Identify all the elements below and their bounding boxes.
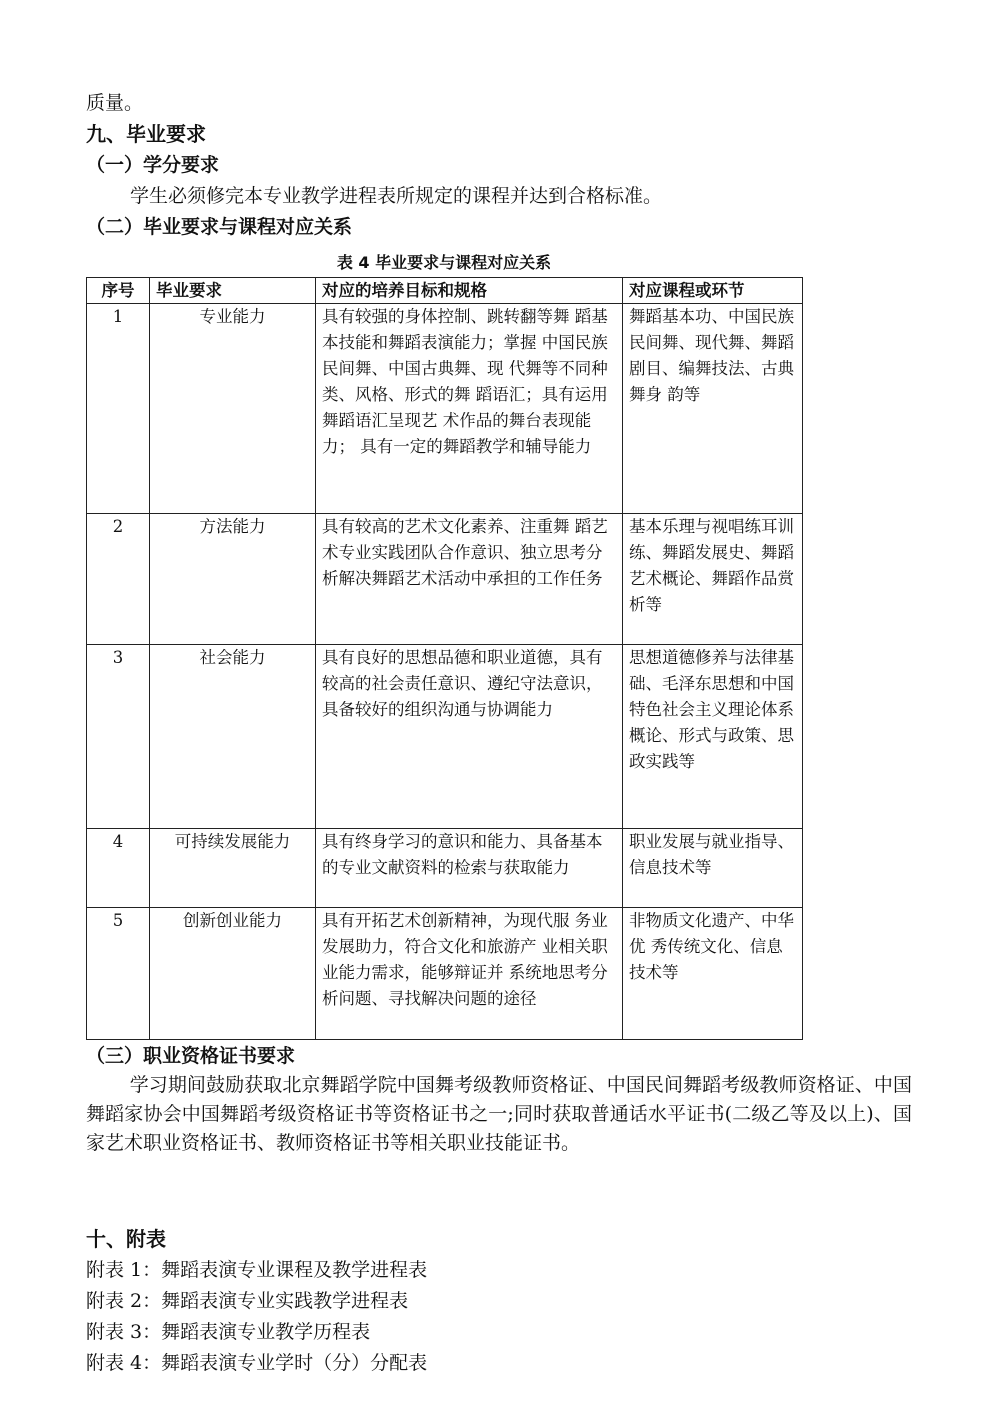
cell-no: 5 <box>87 908 150 1040</box>
cell-course: 舞蹈基本功、中国民族民间舞、现代舞、舞蹈剧目、编舞技法、古典舞身 韵等 <box>623 304 803 514</box>
cell-no: 4 <box>87 829 150 908</box>
header-goal: 对应的培养目标和规格 <box>316 278 623 304</box>
section-9-heading: 九、毕业要求 <box>86 122 206 146</box>
cell-no: 2 <box>87 514 150 645</box>
cell-requirement: 专业能力 <box>150 304 316 514</box>
certificate-requirement-text: 学习期间鼓励获取北京舞蹈学院中国舞考级教师资格证、中国民间舞蹈考级教师资格证、中国舞蹈家协会中国舞蹈考级资格证书等资格证书之一;同时获取普通话水平证书(二级乙等及以上)、国家艺术职业资格证书、教师资格证书等相关职业技能证书。 <box>86 1074 912 1154</box>
cell-goal: 具有较高的艺术文化素养、注重舞 蹈艺术专业实践团队合作意识、独立思考分析解决舞蹈艺术活动中承担的工作任务 <box>316 514 623 645</box>
cell-requirement: 社会能力 <box>150 645 316 829</box>
credit-requirement-text: 学生必须修完本专业教学进程表所规定的课程并达到合格标准。 <box>130 185 663 207</box>
cell-course: 思想道德修养与法律基础、毛泽东思想和中国特色社会主义理论体系概论、形式与政策、思政实践等 <box>623 645 803 829</box>
table-row <box>87 304 803 514</box>
cell-goal: 具有较强的身体控制、跳转翻等舞 蹈基本技能和舞蹈表演能力；掌握 中国民族民间舞、中国古典舞、现 代舞等不同种类、风格、形式的舞 蹈语汇；具有运用舞蹈语汇呈现艺 术作品的舞台表现能力； 具有一定的舞蹈教学和辅导能力 <box>316 304 623 514</box>
cell-goal: 具有开拓艺术创新精神，为现代服 务业发展助力，符合文化和旅游产 业相关职业能力需求，能够辩证并 系统地思考分析问题、寻找解决问题的途径 <box>316 908 623 1040</box>
cell-goal: 具有良好的思想品德和职业道德，具有较高的社会责任意识、遵纪守法意识，具备较好的组织沟通与协调能力 <box>316 645 623 829</box>
cell-requirement: 方法能力 <box>150 514 316 645</box>
table-caption: 表 4 毕业要求与课程对应关系 <box>336 253 552 272</box>
cell-goal: 具有终身学习的意识和能力、具备基本的专业文献资料的检索与获取能力 <box>316 829 623 908</box>
cell-no: 1 <box>87 304 150 514</box>
appendix-item: 附表 1：舞蹈表演专业课程及教学进程表 <box>86 1259 428 1281</box>
table-header-row <box>87 278 803 304</box>
subsection-mapping-heading: （二）毕业要求与课程对应关系 <box>86 216 353 238</box>
header-requirement: 毕业要求 <box>150 278 316 304</box>
table-row <box>87 829 803 908</box>
appendix-item: 附表 4：舞蹈表演专业学时（分）分配表 <box>86 1352 428 1374</box>
appendix-item: 附表 3：舞蹈表演专业教学历程表 <box>86 1321 371 1343</box>
table-row <box>87 908 803 1040</box>
appendix-item: 附表 2：舞蹈表演专业实践教学进程表 <box>86 1290 409 1312</box>
cell-course: 非物质文化遗产、中华优 秀传统文化、信息技术等 <box>623 908 803 1040</box>
section-10-heading: 十、附表 <box>86 1227 166 1251</box>
subsection-credit-heading: （一）学分要求 <box>86 154 220 176</box>
cell-course: 基本乐理与视唱练耳训练、舞蹈发展史、舞蹈艺术概论、舞蹈作品赏析等 <box>623 514 803 645</box>
cell-course: 职业发展与就业指导、信息技术等 <box>623 829 803 908</box>
header-course: 对应课程或环节 <box>623 278 803 304</box>
cell-requirement: 可持续发展能力 <box>150 829 316 908</box>
table-row <box>87 645 803 829</box>
header-no: 序号 <box>87 278 150 304</box>
cell-no: 3 <box>87 645 150 829</box>
table-row <box>87 514 803 645</box>
text-fragment: 质量。 <box>86 92 144 114</box>
subsection-certificate-heading: （三）职业资格证书要求 <box>86 1045 296 1067</box>
requirements-table <box>86 277 803 1040</box>
cell-requirement: 创新创业能力 <box>150 908 316 1040</box>
